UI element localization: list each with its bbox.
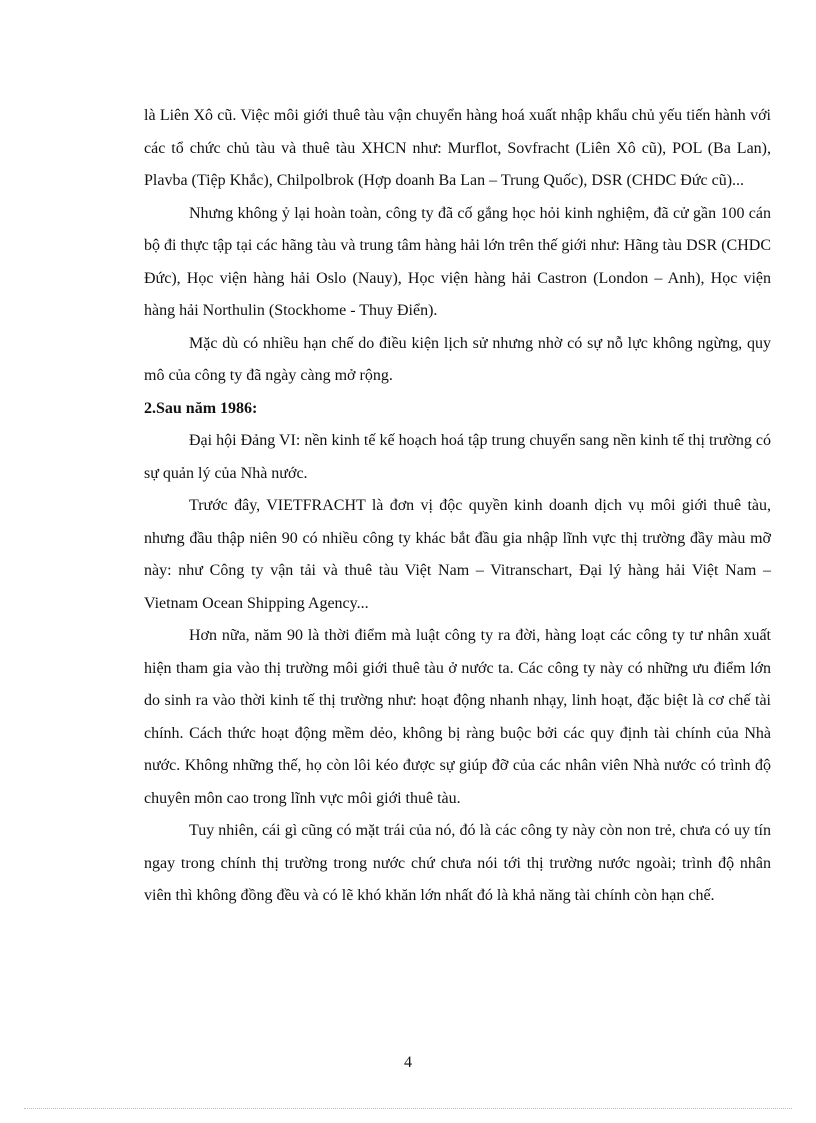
- paragraph-expansion: Mặc dù có nhiều hạn chế do điều kiện lịch sử nhưng nhờ có sự nỗ lực không ngừng, quy mô của công ty đã ngày càng mở rộng.: [144, 334, 771, 384]
- paragraph-limitations: Tuy nhiên, cái gì cũng có mặt trái của nó, đó là các công ty này còn non trẻ, chưa có uy tín ngay trong chính thị trường trong nước chứ chưa nói tới thị trường nước ngoài; trình độ nhân viên thì không đồng đều và có lẽ khó khăn lớn nhất đó là khả năng tài chính còn hạn chế.: [144, 822, 771, 904]
- paragraph-continuation: là Liên Xô cũ. Việc môi giới thuê tàu vận chuyển hàng hoá xuất nhập khẩu chủ yếu tiến hành với các tổ chức chủ tàu và thuê tàu XHCN như: Murflot, Sovfracht (Liên Xô cũ), POL (Ba Lan), Plavba (Tiệp Khắc), Chilpolbrok (Hợp doanh Ba Lan – Trung Quốc), DSR (CHDC Đức cũ)...: [144, 107, 771, 189]
- page-number: 4: [404, 1054, 412, 1071]
- section-heading: 2.Sau năm 1986:: [144, 399, 258, 417]
- paragraph-vietfracht: Trước đây, VIETFRACHT là đơn vị độc quyền kinh doanh dịch vụ môi giới thuê tàu, nhưng đầu thập niên 90 có nhiều công ty khác bắt đầu gia nhập lĩnh vực thị trường đầy màu mỡ này: như Công ty vận tải và thuê tàu Việt Nam – Vitranschart, Đại lý hàng hải Việt Nam – Vietnam Ocean Shipping Agency...: [144, 497, 771, 612]
- page-content: [144, 100, 771, 913]
- paragraph-training: Nhưng không ỷ lại hoàn toàn, công ty đã cố gắng học hỏi kinh nghiệm, đã cử gần 100 cán bộ đi thực tập tại các hãng tàu và trung tâm hàng hải lớn trên thế giới như: Hãng tàu DSR (CHDC Đức), Học viện hàng hải Oslo (Nauy), Học viện hàng hải Castron (London – Anh), Học viện hàng hải Northulin (Stockhome - Thuy Điển).: [144, 204, 771, 319]
- paragraph-party-congress: Đại hội Đảng VI: nền kinh tế kế hoạch hoá tập trung chuyển sang nền kinh tế thị trường có sự quản lý của Nhà nước.: [144, 432, 771, 482]
- page-bottom-divider: [24, 1108, 792, 1109]
- paragraph-private-companies: Hơn nữa, năm 90 là thời điểm mà luật công ty ra đời, hàng loạt các công ty tư nhân xuất hiện tham gia vào thị trường môi giới thuê tàu ở nước ta. Các công ty này có những ưu điểm lớn do sinh ra vào thời kinh tế thị trường như: hoạt động nhanh nhạy, linh hoạt, đặc biệt là cơ chế tài chính. Cách thức hoạt động mềm dẻo, không bị ràng buộc bởi các quy định tài chính của Nhà nước. Không những thế, họ còn lôi kéo được sự giúp đỡ của các nhân viên Nhà nước có trình độ chuyên môn cao trong lĩnh vực môi giới thuê tàu.: [144, 627, 771, 807]
